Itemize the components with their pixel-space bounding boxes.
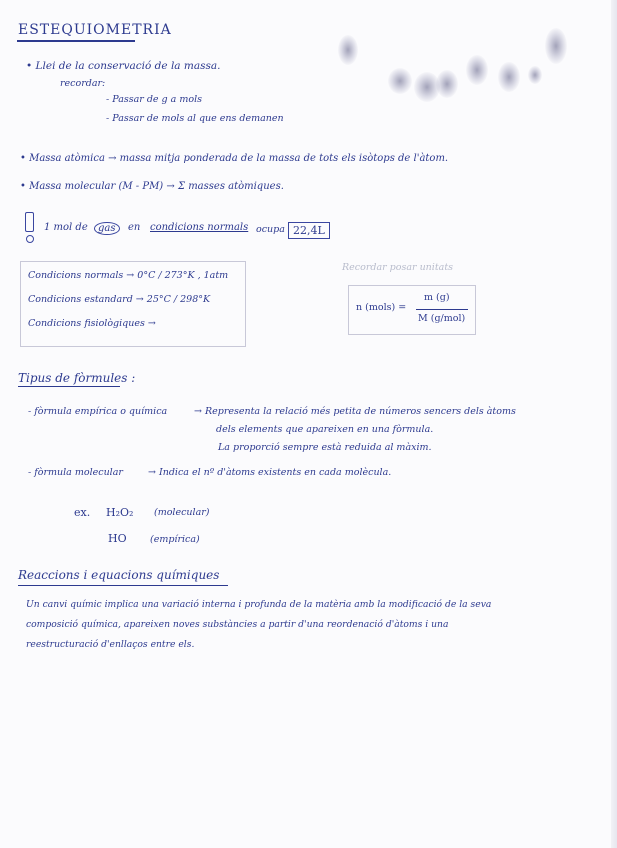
empirical-line: dels elements que apareixen en una fòrmula.: [216, 424, 434, 435]
example-molecular-label: (molecular): [154, 507, 210, 518]
reminder-item: - Passar de g a mols: [106, 94, 202, 105]
formula-denominator: M (g/mol): [418, 313, 466, 324]
example-molecular-formula: H₂O₂: [106, 506, 134, 519]
exclamation-icon: [25, 212, 34, 232]
formula-lhs: n (mols) =: [356, 302, 407, 313]
formulas-heading-underline: [18, 386, 120, 387]
empirical-line: La proporció sempre està reduida al màxim.: [218, 442, 432, 453]
mole-note-pre: 1 mol de: [44, 222, 88, 233]
mole-note-gas: gas: [94, 222, 120, 235]
reminder-item: - Passar de mols al que ens demanen: [106, 113, 284, 124]
molecular-text: → Indica el nº d'àtoms existents en cada molècula.: [148, 467, 392, 478]
example-prefix: ex.: [74, 506, 91, 519]
example-empirical-label: (empírica): [150, 534, 200, 545]
condition-normal: Condicions normals → 0°C / 273°K , 1atm: [28, 270, 229, 281]
example-empirical-formula: HO: [108, 532, 127, 545]
molecular-label: - fòrmula molecular: [28, 467, 123, 478]
scan-edge: [611, 0, 617, 848]
scan-smudge: [545, 28, 567, 64]
mole-volume: 22,4L: [288, 222, 330, 239]
conservation-bullet: • Llei de la conservació de la massa.: [26, 60, 221, 72]
reactions-heading-underline: [18, 585, 228, 586]
empirical-line: → Representa la relació més petita de números sencers dels àtoms: [194, 406, 516, 417]
units-reminder: Recordar posar unitats: [342, 262, 454, 273]
reactions-heading: Reaccions i equacions químiques: [18, 568, 220, 582]
exclamation-dot-icon: [26, 235, 34, 243]
mole-note-conditions: condicions normals: [150, 222, 249, 233]
page-title: ESTEQUIOMETRIA: [18, 22, 172, 38]
empirical-label: - fòrmula empírica o química: [28, 406, 168, 417]
formula-numerator: m (g): [424, 292, 450, 303]
scan-smudge: [498, 62, 520, 92]
molecular-mass-text: • Massa molecular (M - PM) → Σ masses atòmiques.: [20, 181, 284, 192]
reminder-label: recordar:: [60, 78, 106, 89]
scan-smudge: [528, 66, 542, 84]
scan-smudge: [436, 70, 458, 98]
reactions-line: Un canvi químic implica una variació interna i profunda de la matèria amb la modificació de la seva: [26, 599, 492, 610]
mole-note-occupies: ocupa: [256, 224, 285, 235]
reactions-line: composició química, apareixen noves substàncies a partir d'una reordenació d'àtoms i una: [26, 619, 449, 630]
reactions-line: reestructuració d'enllaços entre els.: [26, 639, 195, 650]
scan-smudge: [388, 68, 412, 94]
scan-smudge: [338, 35, 358, 65]
scan-smudge: [466, 55, 488, 85]
condition-standard: Condicions estandard → 25°C / 298°K: [28, 294, 211, 305]
atomic-mass-text: • Massa atòmica → massa mitja ponderada de la massa de tots els isòtops de l'àtom.: [20, 153, 449, 164]
fraction-bar: [416, 309, 468, 310]
mole-note-mid: en: [128, 222, 141, 233]
title-underline: [17, 40, 135, 42]
formulas-heading: Tipus de fòrmules :: [18, 371, 136, 385]
condition-physiological: Condicions fisiològiques →: [28, 318, 156, 329]
